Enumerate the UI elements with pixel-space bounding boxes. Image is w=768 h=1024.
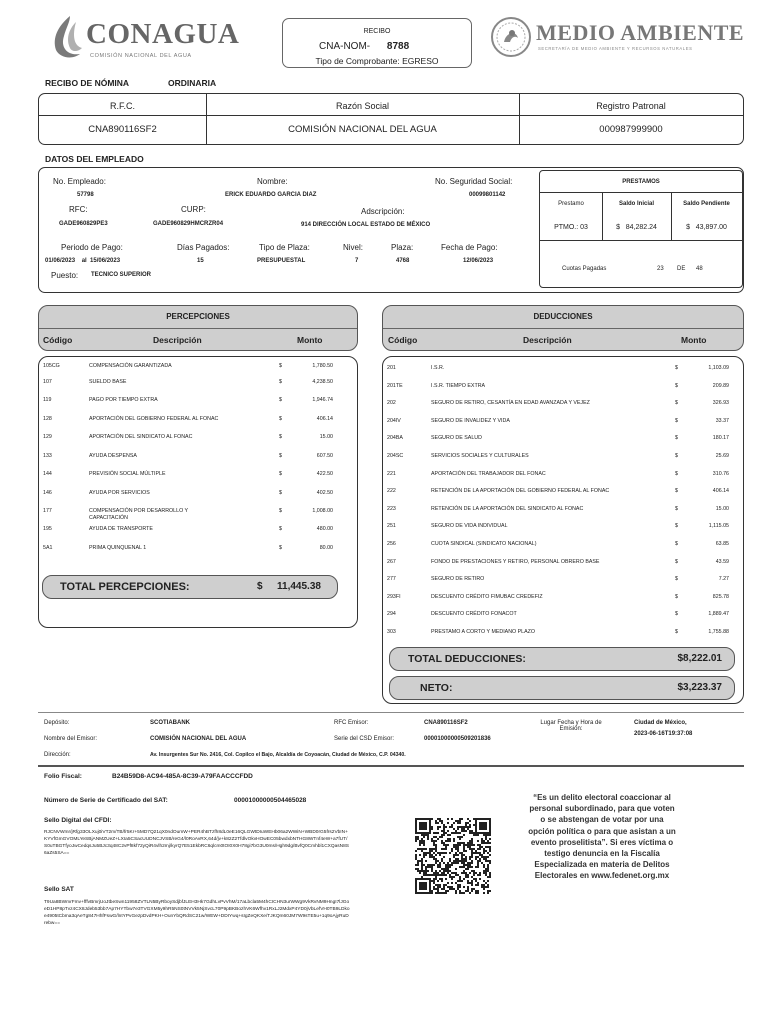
pay-date: 12/06/2023 <box>463 258 494 264</box>
receipt-box <box>282 18 472 68</box>
loans-col-initial: Saldo Inicial <box>618 201 654 207</box>
perc-row-desc: PREVISIÓN SOCIAL MÚLTIPLE <box>89 471 166 477</box>
ded-row-amt: 326.93 <box>712 400 729 407</box>
curp-label: CURP: <box>181 205 206 214</box>
loan-id: PTMO.: 03 <box>554 224 588 231</box>
perc-col-desc: Descripción <box>153 335 202 345</box>
perc-total: 11,445.38 <box>277 581 321 592</box>
loan-initial: $ 84,282.24 <box>616 224 657 231</box>
perc-row-amt: 480.00 <box>316 526 333 532</box>
ded-row-desc: RETENCIÓN DE LA APORTACIÓN DEL GOBIERNO FEDERAL AL FONAC <box>431 488 610 495</box>
ded-row-desc: RETENCIÓN DE LA APORTACIÓN DEL SINDICATO AL FONAC <box>431 505 584 512</box>
conagua-subtitle: COMISIÓN NACIONAL DEL AGUA <box>90 53 192 59</box>
ded-title: DEDUCCIONES <box>533 312 593 321</box>
ded-row-amt: 63.85 <box>715 541 729 547</box>
perc-row-desc: COMPENSACIÓN POR DESARROLLO Y CAPACITACIÓN <box>89 508 188 521</box>
ded-row-desc: SERVICIOS SOCIALES Y CULTURALES <box>431 453 529 459</box>
perc-row-cur: $ <box>279 416 282 422</box>
plaza-label: Plaza: <box>391 243 414 252</box>
ded-row-desc: FONDO DE PRESTACIONES Y RETIRO, PERSONAL OBRERO BASE <box>431 558 600 565</box>
receipt-title: RECIBO <box>363 28 391 35</box>
days-label: Días Pagados: <box>177 243 230 252</box>
perc-row-cur: $ <box>279 490 282 496</box>
perc-row-amt: 1,780.50 <box>312 363 333 369</box>
adscripcion: 914 DIRECCIÓN LOCAL ESTADO DE MÉXICO <box>301 222 431 228</box>
sello-cfdi-label: Sello Digital del CFDI: <box>44 817 112 824</box>
perc-row-cur: $ <box>279 434 282 440</box>
perc-row-desc: SUELDO BASE <box>89 379 127 385</box>
paid-total: 48 <box>696 266 703 272</box>
perc-row-amt: 422.50 <box>316 471 333 477</box>
employer-registro: 000987999900 <box>599 124 663 135</box>
place: Ciudad de México, <box>634 720 687 726</box>
loans-col-prestamo: Prestamo <box>558 201 584 207</box>
ded-row-amt: 310.76 <box>712 470 729 477</box>
ded-row-code: 294 <box>387 611 396 618</box>
perc-row-cur: $ <box>279 397 282 403</box>
employee-rfc: GADE960829PE3 <box>59 221 108 227</box>
perc-row-code: 105CG <box>43 363 60 369</box>
ded-row-code: 223 <box>387 505 396 512</box>
perc-row-desc: COMPENSACIÓN GARANTIZADA <box>89 363 172 369</box>
ded-row-cur: $ <box>675 382 678 389</box>
days: 15 <box>197 258 204 264</box>
perc-title: PERCEPCIONES <box>166 312 230 321</box>
ded-total: $8,222.01 <box>677 653 722 664</box>
ptype: PRESUPUESTAL <box>257 258 306 264</box>
ded-row-amt: 180.17 <box>712 435 729 442</box>
payroll-label: RECIBO DE NÓMINA <box>45 78 130 88</box>
level: 7 <box>355 258 359 264</box>
perc-row-amt: 406.14 <box>316 416 333 422</box>
perc-total-label: TOTAL PERCEPCIONES: <box>60 581 190 593</box>
place-label: Lugar Fecha y Hora de Emisión: <box>540 720 602 732</box>
ded-row-code: 201 <box>387 365 396 371</box>
ded-row-amt: 7.27 <box>718 576 729 583</box>
registro-patronal-header: Registro Patronal <box>596 101 666 111</box>
emisor-label: Nombre del Emisor: <box>44 736 98 742</box>
ded-total-bar <box>389 647 735 671</box>
perc-row-cur: $ <box>279 508 282 514</box>
serie: 00001000000504465028 <box>234 797 307 804</box>
nss: 00099801142 <box>469 192 506 198</box>
loans-title: PRESTAMOS <box>622 179 660 185</box>
plaza: 4768 <box>396 258 410 264</box>
ded-row-code: 251 <box>387 523 396 530</box>
net-bar <box>389 676 735 700</box>
adscripcion-label: Adscripción: <box>361 207 405 216</box>
receipt-no: 8788 <box>386 41 410 52</box>
sello-sat-label: Sello SAT <box>44 886 74 893</box>
perc-row-cur: $ <box>279 363 282 369</box>
ded-row-code: 256 <box>387 541 396 547</box>
divider-bottom <box>38 765 744 767</box>
emisor-name: COMISIÓN NACIONAL DEL AGUA <box>150 736 247 742</box>
payroll-kind: ORDINARIA <box>168 78 217 88</box>
net-label: NETO: <box>420 682 453 694</box>
ptype-label: Tipo de Plaza: <box>259 243 310 252</box>
ded-row-desc: APORTACIÓN DEL TRABAJADOR DEL FONAC <box>431 470 546 477</box>
address: Av. Insurgentes Sur No. 2416, Col. Copilco el Bajo, Alcaldía de Coyoacán, Ciudad de México, C.P. 04340. <box>150 752 406 758</box>
perc-row-code: 129 <box>43 434 52 440</box>
perc-col-amt: Monto <box>297 335 323 345</box>
qr-code <box>415 818 491 894</box>
employer-rfc: CNA890116SF2 <box>88 124 157 135</box>
perc-row-desc: PRIMA QUINQUENAL 1 <box>89 545 147 551</box>
rfc-emisor: CNA890116SF2 <box>424 720 468 726</box>
rfc-emisor-label: RFC Emisor: <box>334 720 369 726</box>
perc-row-code: 128 <box>43 416 52 422</box>
perc-row-cur: $ <box>279 453 282 459</box>
ded-col-desc: Descripción <box>523 335 572 345</box>
perc-row-code: 119 <box>43 397 52 403</box>
curp: GADE960829HMCRZR04 <box>153 221 224 227</box>
perc-row-cur: $ <box>279 379 282 385</box>
medio-ambiente-logo <box>490 14 762 64</box>
perc-table <box>38 356 358 628</box>
razon-social-header: Razón Social <box>335 101 390 111</box>
divider-top <box>38 712 744 713</box>
ded-row-desc: SEGURO DE VIDA INDIVIDUAL <box>431 523 508 530</box>
paid-of: DE <box>677 266 686 272</box>
nss-label: No. Seguridad Social: <box>435 177 513 186</box>
perc-row-code: 5A1 <box>43 545 53 551</box>
ded-col-code: Código <box>388 335 418 345</box>
csd-label: Serie del CSD Emisor: <box>334 736 395 742</box>
qr-code-icon <box>415 818 491 894</box>
ded-row-code: 202 <box>387 400 396 407</box>
ded-row-cur: $ <box>675 470 678 477</box>
paid-label: Cuotas Pagadas <box>562 266 607 272</box>
employer-name: COMISIÓN NACIONAL DEL AGUA <box>288 124 437 135</box>
ded-row-amt: 43.59 <box>715 558 729 565</box>
perc-total-cur: $ <box>257 581 263 592</box>
receipt-number <box>319 41 409 52</box>
ded-row-code: 267 <box>387 558 396 565</box>
place-date: 2023-06-16T19:37:08 <box>634 731 693 737</box>
perc-row-code: 107 <box>43 379 52 385</box>
conagua-wordmark: CONAGUA <box>86 18 240 50</box>
ded-row-code: 204IV <box>387 417 401 424</box>
perc-row-desc: APORTACIÓN DEL GOBIERNO FEDERAL AL FONAC <box>89 416 219 422</box>
rfc-header: R.F.C. <box>109 101 135 111</box>
loan-pending: $ 43,897.00 <box>686 224 727 231</box>
ded-row-desc: DESCUENTO CRÉDITO FIMUBAC CREDEFIZ <box>431 593 543 600</box>
level-label: Nivel: <box>343 243 364 252</box>
employee-name-label: Nombre: <box>257 177 288 186</box>
ded-row-desc: PRESTAMO A CORTO Y MEDIANO PLAZO <box>431 629 536 635</box>
ded-row-desc: SEGURO DE RETIRO <box>431 576 485 583</box>
water-drop-icon <box>46 12 86 62</box>
employer-box <box>38 93 744 145</box>
ded-row-amt: 209.89 <box>712 382 729 389</box>
electoral-notice: “Es un delito electoral coaccionar al personal subordinado, para que voten o se abstengan de votar por una opción política o para que asistan a un evento proselitista”. Si eres víctima o testigo denuncia en la Fiscalía Especializada en materia de Delitos Electorales en www.fedenet.org.mx <box>528 793 676 881</box>
ded-row-code: 277 <box>387 576 396 583</box>
ded-row-code: 222 <box>387 488 396 495</box>
ded-row-amt: 25.69 <box>715 453 729 459</box>
ded-row-amt: 1,115.05 <box>708 523 729 530</box>
perc-row-cur: $ <box>279 526 282 532</box>
ded-row-cur: $ <box>675 505 678 512</box>
perc-total-bar <box>42 575 338 599</box>
perc-row-code: 195 <box>43 526 52 532</box>
ded-row-amt: 15.00 <box>715 505 729 512</box>
ded-row-cur: $ <box>675 576 678 583</box>
national-seal-icon <box>490 16 532 58</box>
conagua-logo <box>46 12 240 62</box>
ded-row-desc: CUOTA SINDICAL (SINDICATO NACIONAL) <box>431 541 537 547</box>
address-label: Dirección: <box>44 752 71 758</box>
ded-row-amt: 1,103.09 <box>708 365 729 371</box>
employee-num: 57798 <box>77 192 94 198</box>
ded-row-code: 293FI <box>387 593 401 600</box>
deposit-bank: SCOTIABANK <box>150 720 190 726</box>
post: TECNICO SUPERIOR <box>91 272 152 278</box>
ded-row-cur: $ <box>675 593 678 600</box>
ded-row-cur: $ <box>675 417 678 424</box>
ded-col-amt: Monto <box>681 335 707 345</box>
sello-cfdi: RJCNVWmr/jRfg33OLXuj0iVT2m/TB/fr5Kr+5MD7Q21qX0ndOumW+PER4hBTzfh8dL0eE16QLGWtDIuWEHb06a2WWiN+WBD0rG5frs2VbIN+KYVfGmGVOMLYeSBjANMZUeZ+LXIa5CSacUUDNCJVSB/reG4/l0RoAvRX,64d/jv+k82Z2TfdlvOkvHOwEC05bwdxbNTHG8WTnf4eW+a7fUT/S0uTBGTfyoJwCedqsJu5BJc3q48C2vPf8kf72yQiR4vlh2mj/kyrQ7E51EkbRC6qlcm0tOI0X0H78gi7bG3U0ms/Hgh9dg/BvfQ0Cmhbl1CXQasN8S6aZs5SA== <box>44 830 350 856</box>
ded-row-code: 204BA <box>387 435 403 442</box>
sello-sat: T9Ua8BWmrFmv+fffvBmrjUoJtbeSwn11958ZVTLN5ByRboySdjbfJLEH3Hk7GdhLvPvVhM/17aLbcla5M4hCICHN3urWWg9VkRvNM9HngI7lJGoeD1HP8pTvz4CX8Jdeb53bb7Ap7HYTbw7e3TVGXM5y9hR5NS0tNVVk5NjSvcL70P9pBKBozhVK6Wfhv1RxLJ2MdxP4YD0jVbLefVH0TB9LDkoe4905tCbma3qAeTg847HhfFswG/lntYPvGezpDvdPKH+OunYbQRdSC21w/WEW+DDIYwq+sIgZeQKXe/TJKQm60JM7W9sTE5u+1q9oAjyRuDrebw== <box>44 900 350 926</box>
deposit-label: Depósito: <box>44 720 70 726</box>
paid-count: 23 <box>657 266 664 272</box>
net-amount: $3,223.37 <box>677 682 722 693</box>
perc-row-code: 146 <box>43 490 52 496</box>
folio: B24B59D8-AC94-485A-8C39-A79FAACCCFDD <box>112 773 253 780</box>
ded-total-label: TOTAL DEDUCCIONES: <box>408 653 526 665</box>
serie-label: Número de Serie de Certificado del SAT: <box>44 797 168 804</box>
ded-row-cur: $ <box>675 365 678 371</box>
ded-row-cur: $ <box>675 453 678 459</box>
perc-row-desc: AYUDA DESPENSA <box>89 453 137 459</box>
perc-row-cur: $ <box>279 545 282 551</box>
perc-row-desc: AYUDA POR SERVICIOS <box>89 490 150 496</box>
ded-row-cur: $ <box>675 523 678 530</box>
ded-row-cur: $ <box>675 611 678 618</box>
perc-row-amt: 1,946.74 <box>312 397 333 403</box>
ded-table <box>382 356 744 704</box>
perc-row-amt: 80.00 <box>319 545 333 551</box>
ded-row-code: 221 <box>387 470 396 477</box>
period-label: Periodo de Pago: <box>61 243 123 252</box>
loans-box <box>539 170 743 288</box>
folio-label: Folio Fiscal: <box>44 773 82 780</box>
ded-row-cur: $ <box>675 629 678 635</box>
perc-row-desc: PAGO POR TIEMPO EXTRA <box>89 397 158 403</box>
ded-row-cur: $ <box>675 488 678 495</box>
receipt-prefix: CNA-NOM- <box>319 41 371 52</box>
employee-name: ERICK EDUARDO GARCIA DIAZ <box>225 192 317 198</box>
ded-row-code: 204SC <box>387 453 404 459</box>
perc-row-amt: 1,008.00 <box>312 508 333 514</box>
ded-row-desc: SEGURO DE RETIRO, CESANTÍA EN EDAD AVANZADA Y VEJEZ <box>431 400 590 407</box>
ded-row-cur: $ <box>675 435 678 442</box>
ded-row-desc: SEGURO DE INVALIDEZ Y VIDA <box>431 417 510 424</box>
perc-row-desc: AYUDA DE TRANSPORTE <box>89 526 153 532</box>
ded-row-amt: 825.78 <box>712 593 729 600</box>
perc-col-code: Código <box>43 335 73 345</box>
perc-row-code: 177 <box>43 508 52 514</box>
ded-row-code: 303 <box>387 629 396 635</box>
medio-ambiente-wordmark: MEDIO AMBIENTE <box>536 20 745 45</box>
perc-row-amt: 4,238.50 <box>312 379 333 385</box>
ded-row-desc: SEGURO DE SALUD <box>431 435 482 442</box>
loans-col-pending: Saldo Pendiente <box>683 201 730 207</box>
ded-row-cur: $ <box>675 558 678 565</box>
ded-row-amt: 1,889.47 <box>708 611 729 618</box>
receipt-type: Tipo de Comprobante: EGRESO <box>315 56 439 66</box>
perc-row-cur: $ <box>279 471 282 477</box>
csd: 00001000000509201836 <box>424 736 491 742</box>
ded-row-desc: I.S.R. TIEMPO EXTRA <box>431 382 486 389</box>
perc-row-amt: 607.50 <box>316 453 333 459</box>
perc-row-code: 144 <box>43 471 52 477</box>
ded-row-cur: $ <box>675 400 678 407</box>
ded-row-cur: $ <box>675 541 678 547</box>
perc-row-desc: APORTACIÓN DEL SINDICATO AL FONAC <box>89 434 193 440</box>
ded-row-amt: 33.37 <box>715 417 729 424</box>
perc-row-code: 133 <box>43 453 52 459</box>
period: 01/06/2023 al 15/06/2023 <box>45 258 121 264</box>
employee-box <box>38 167 744 293</box>
ded-header-bar <box>382 305 744 351</box>
perc-header-bar <box>38 305 358 351</box>
ded-row-amt: 406.14 <box>712 488 729 495</box>
ded-row-amt: 1,755.88 <box>708 629 729 635</box>
pay-date-label: Fecha de Pago: <box>441 243 498 252</box>
semarnat-subtitle: SECRETARÍA DE MEDIO AMBIENTE Y RECURSOS NATURALES <box>538 46 693 51</box>
ded-row-desc: I.S.R. <box>431 365 445 371</box>
perc-row-amt: 15.00 <box>319 434 333 440</box>
post-label: Puesto: <box>51 271 79 280</box>
employee-num-label: No. Empleado: <box>53 177 106 186</box>
perc-row-amt: 402.50 <box>316 490 333 496</box>
ded-row-code: 201TE <box>387 382 403 389</box>
ded-row-desc: DESCUENTO CRÉDITO FONACOT <box>431 611 517 618</box>
employee-rfc-label: RFC: <box>69 205 88 214</box>
employee-section-title: DATOS DEL EMPLEADO <box>45 154 144 164</box>
